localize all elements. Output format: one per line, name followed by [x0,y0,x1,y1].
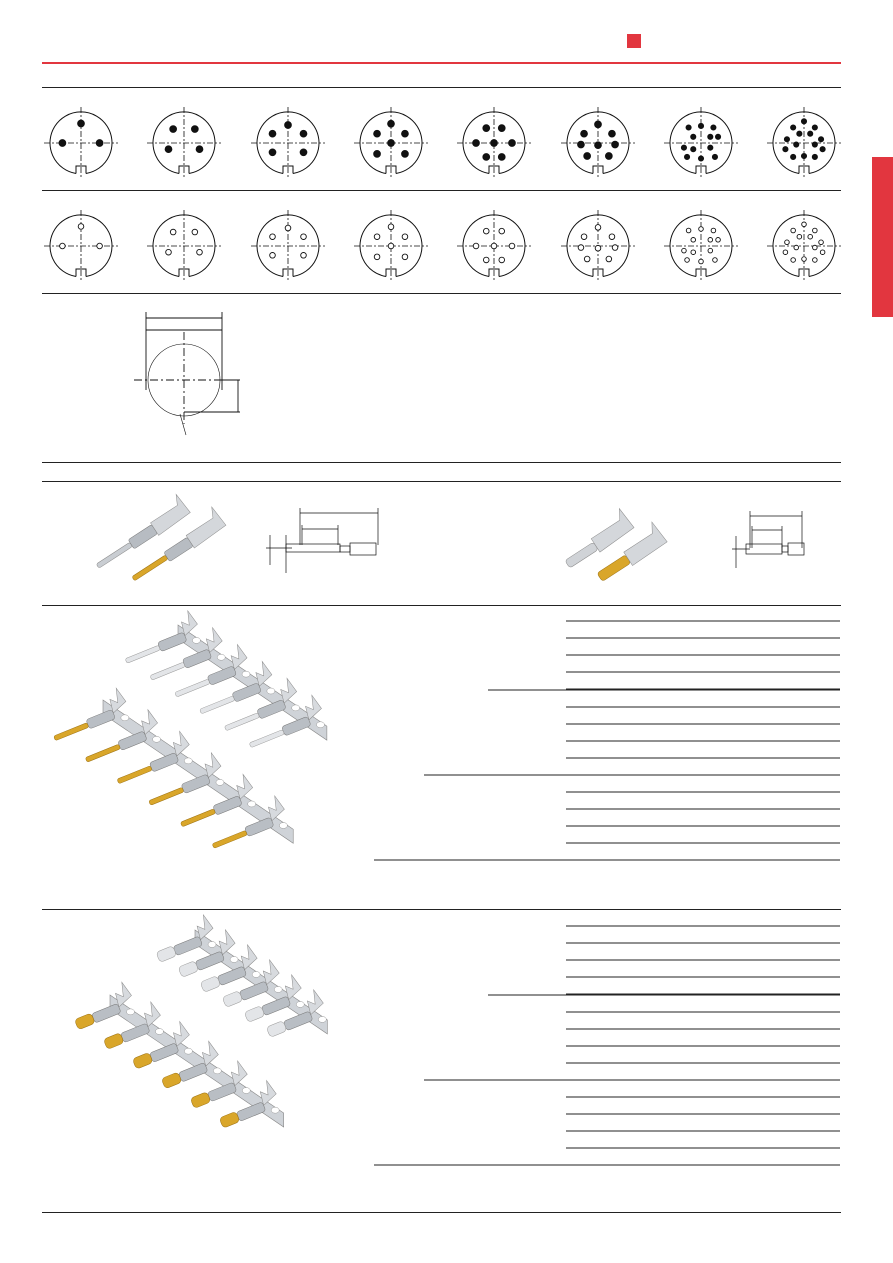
female-insert-3-pin [44,210,118,282]
female-insert-6-pin [354,210,428,282]
ordering-table-female [370,915,845,1175]
female-contact-strip-image [65,920,355,1185]
gold-contact-carrier [68,981,284,1129]
panel-cutout-drawing [120,300,260,440]
male-contact-strip-image [38,615,353,900]
male-insert-8-pin [561,107,635,179]
female-insert-7-pin [457,210,531,282]
divider [42,462,841,463]
silver-contact-carrier [150,913,328,1037]
female-pin-layout-row [0,203,893,283]
female-insert-14-pin [767,210,841,282]
header-marker-icon [627,34,641,48]
female-contact-pair-image [555,505,695,580]
male-insert-3-pin [44,107,118,179]
divider [42,87,841,88]
strip-contact [68,981,136,1030]
male-contact-pair-image [90,500,250,580]
male-contact-dimension-drawing [262,505,387,580]
divider [42,605,841,606]
female-insert-12-pin [664,210,738,282]
female-insert-8-pin [561,210,635,282]
female-contact-dimension-drawing [730,508,815,573]
divider [42,481,841,482]
strip-contact [150,913,218,962]
male-insert-7-pin [457,107,531,179]
male-pin-layout-row [0,100,893,180]
divider [42,190,841,191]
male-insert-6-pin [354,107,428,179]
female-insert-5-pin [251,210,325,282]
divider [42,909,841,910]
male-insert-4-pin [147,107,221,179]
gold-contact-carrier [46,687,294,851]
ordering-table-male [370,610,845,870]
male-insert-12-pin [664,107,738,179]
divider [42,1212,841,1213]
female-insert-4-pin [147,210,221,282]
male-insert-14-pin [767,107,841,179]
divider [42,293,841,294]
header-rule [42,62,841,64]
male-insert-5-pin [251,107,325,179]
